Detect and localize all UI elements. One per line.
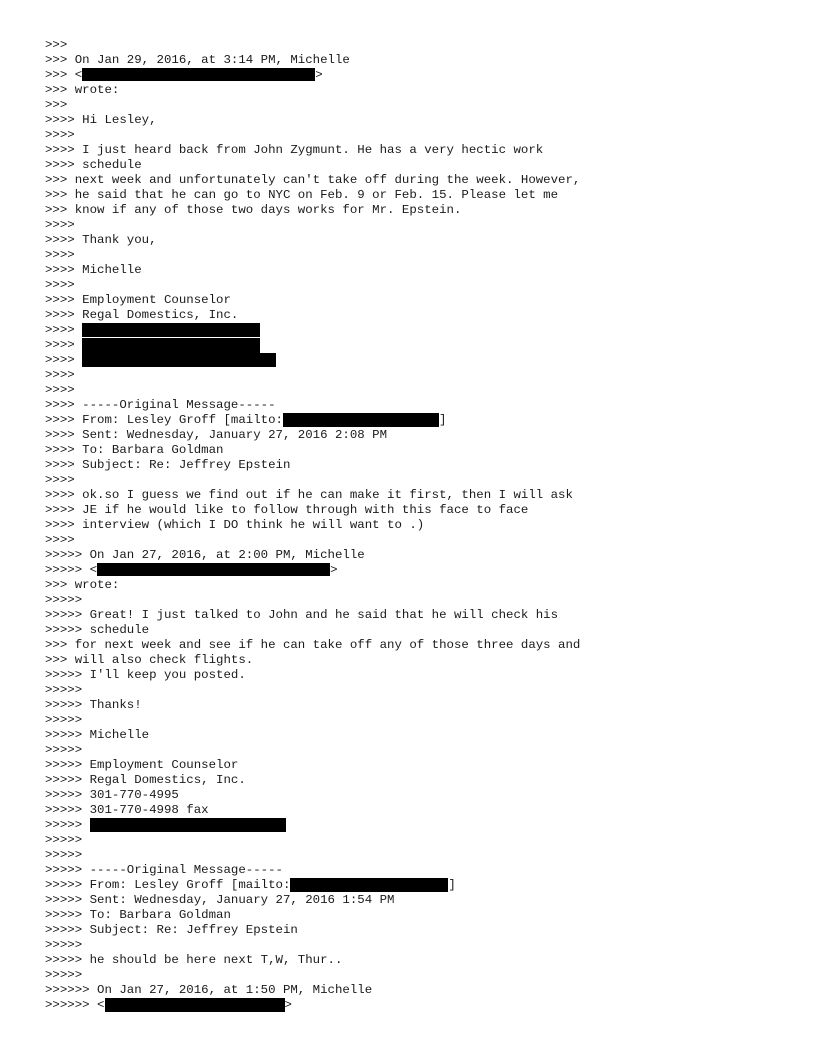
line-text: >>>> JE if he would like to follow through with this face to face [45,503,529,517]
text-line [45,803,785,818]
line-text: >>>> [45,323,83,337]
redaction-bar [290,878,448,892]
text-line [45,938,785,953]
text-line [45,773,785,788]
text-line [45,293,785,308]
redaction-bar [82,353,276,367]
text-line [45,83,785,98]
line-text: >>>> Thank you, [45,233,157,247]
line-text: >>>> To: Barbara Goldman [45,443,224,457]
line-text: >>>> Sent: Wednesday, January 27, 2016 2:08 PM [45,428,388,442]
line-text: >>>>> [45,593,83,607]
text-line [45,953,785,968]
redaction-bar [105,998,285,1012]
text-line [45,128,785,143]
line-text: >>>> [45,533,75,547]
text-line [45,38,785,53]
line-text: >>>>> [45,848,83,862]
email-thread-document [45,38,785,1013]
text-line [45,908,785,923]
line-text: >>>>> he should be here next T,W, Thur.. [45,953,343,967]
line-text: >>>>> From: Lesley Groff [mailto: [45,878,291,892]
line-text: >>>> [45,383,75,397]
text-line [45,788,785,803]
line-text: >>>>> < [45,563,98,577]
line-text: >>>>> [45,713,83,727]
line-text: >>>>> 301-770-4995 [45,788,179,802]
line-text-after: ] [448,878,456,892]
line-text: >>>> [45,278,75,292]
text-line [45,443,785,458]
text-line [45,473,785,488]
line-text: >>>> schedule [45,158,142,172]
line-text: >>>> [45,338,83,352]
redaction-bar [90,818,286,832]
text-line [45,233,785,248]
text-line [45,383,785,398]
line-text: >>>> [45,248,75,262]
text-line [45,458,785,473]
line-text: >>> will also check flights. [45,653,254,667]
text-line [45,818,785,833]
line-text: >>>>> On Jan 27, 2016, at 2:00 PM, Michelle [45,548,365,562]
line-text-after: > [284,998,292,1012]
text-line [45,248,785,263]
line-text: >>>> Hi Lesley, [45,113,157,127]
text-line [45,533,785,548]
text-line [45,863,785,878]
line-text: >>>>> Michelle [45,728,150,742]
line-text: >>>> [45,368,75,382]
line-text-after: > [330,563,338,577]
line-text: >>> [45,38,68,52]
text-line [45,623,785,638]
line-text: >>> for next week and see if he can take off any of those three days and [45,638,581,652]
line-text: >>>>> [45,968,83,982]
line-text: >>> < [45,68,83,82]
text-line [45,503,785,518]
text-line [45,638,785,653]
text-line [45,263,785,278]
text-line [45,428,785,443]
line-text-after: > [315,68,323,82]
line-text: >>>>> [45,683,83,697]
line-text: >>>> -----Original Message----- [45,398,276,412]
line-text: >>>>> [45,833,83,847]
text-line [45,968,785,983]
line-text: >>>> [45,353,83,367]
text-line [45,203,785,218]
text-line [45,53,785,68]
redaction-bar [283,413,439,427]
text-line [45,323,785,338]
line-text: >>>>> 301-770-4998 fax [45,803,209,817]
line-text: >>>> Subject: Re: Jeffrey Epstein [45,458,291,472]
text-line [45,923,785,938]
text-line [45,173,785,188]
text-line [45,98,785,113]
text-line [45,698,785,713]
text-line [45,833,785,848]
line-text: >>>>> Sent: Wednesday, January 27, 2016 1:54 PM [45,893,395,907]
line-text: >>>>> [45,743,83,757]
line-text: >>>>> I'll keep you posted. [45,668,246,682]
line-text: >>>>> [45,938,83,952]
text-line [45,998,785,1013]
line-text-after: ] [438,413,447,427]
line-text: >>>> [45,128,75,142]
line-text: >>>>> To: Barbara Goldman [45,908,231,922]
text-line [45,113,785,128]
text-line [45,353,785,368]
line-text: >>> he said that he can go to NYC on Feb. 9 or Feb. 15. Please let me [45,188,559,202]
line-text: >>>> Michelle [45,263,142,277]
line-text: >>>> I just heard back from John Zygmunt. He has a very hectic work [45,143,544,157]
text-line [45,563,785,578]
text-line [45,668,785,683]
redaction-bar [82,323,260,337]
text-line [45,758,785,773]
line-text: >>>>>> On Jan 27, 2016, at 1:50 PM, Michelle [45,983,373,997]
line-text: >>>>> [45,818,90,832]
line-text: >>> next week and unfortunately can't take off during the week. However, [45,173,581,187]
line-text: >>>> interview (which I DO think he will want to .) [45,518,425,532]
line-text: >>>> Employment Counselor [45,293,231,307]
text-line [45,743,785,758]
line-text: >>> know if any of those two days works for Mr. Epstein. [45,203,462,217]
text-line [45,338,785,353]
text-line [45,608,785,623]
line-text: >>>> From: Lesley Groff [mailto: [45,413,283,427]
text-line [45,143,785,158]
text-line [45,188,785,203]
text-line [45,218,785,233]
text-line [45,278,785,293]
line-text: >>>>> Employment Counselor [45,758,239,772]
line-text: >>>>> Subject: Re: Jeffrey Epstein [45,923,298,937]
line-text: >>>> Regal Domestics, Inc. [45,308,239,322]
line-text: >>>> ok.so I guess we find out if he can make it first, then I will ask [45,488,573,502]
text-line [45,68,785,83]
redaction-bar [82,68,315,81]
text-line [45,683,785,698]
redaction-bar [97,563,330,576]
line-text: >>> On Jan 29, 2016, at 3:14 PM, Michelle [45,53,350,67]
line-text: >>>>> Thanks! [45,698,142,712]
text-line [45,488,785,503]
line-text: >>>>> -----Original Message----- [45,863,283,877]
line-text: >>>>> schedule [45,623,150,637]
line-text: >>> [45,98,68,112]
text-line [45,308,785,323]
text-line [45,893,785,908]
text-line [45,518,785,533]
text-line [45,578,785,593]
line-text: >>>> [45,218,75,232]
text-line [45,713,785,728]
line-text: >>> wrote: [45,83,120,97]
text-line [45,368,785,383]
line-text: >>>>>> < [45,998,105,1012]
line-text: >>> wrote: [45,578,120,592]
text-line [45,653,785,668]
line-text: >>>> [45,473,75,487]
line-text: >>>>> Regal Domestics, Inc. [45,773,246,787]
text-line [45,848,785,863]
text-line [45,593,785,608]
text-line [45,548,785,563]
text-line [45,983,785,998]
text-line [45,878,785,893]
text-line [45,158,785,173]
text-line [45,728,785,743]
line-text: >>>>> Great! I just talked to John and he said that he will check his [45,608,559,622]
text-line [45,413,785,428]
text-line [45,398,785,413]
